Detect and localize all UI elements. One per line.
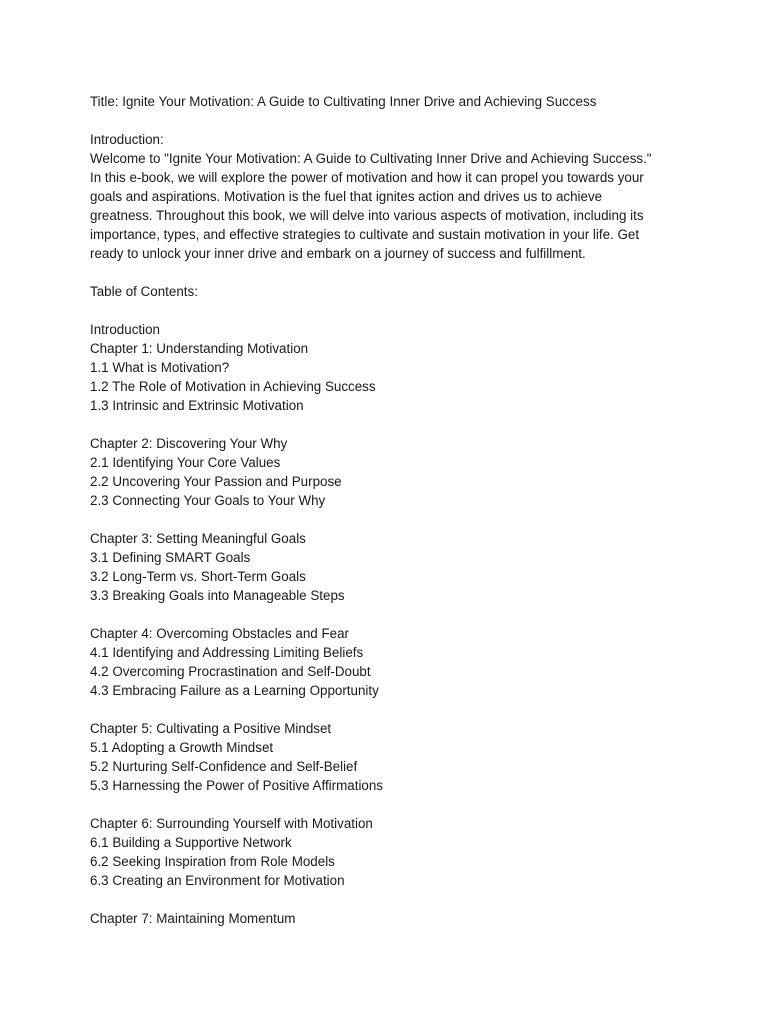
chapter-title: Chapter 6: Surrounding Yourself with Motivation	[90, 816, 373, 831]
section-item: 2.2 Uncovering Your Passion and Purpose	[90, 474, 342, 489]
spacer	[90, 510, 690, 529]
spacer	[90, 301, 690, 320]
section-item: 5.1 Adopting a Growth Mindset	[90, 740, 274, 755]
section-item: 6.3 Creating an Environment for Motivation	[90, 873, 345, 888]
intro-heading: Introduction:	[90, 132, 164, 147]
section-item: 1.3 Intrinsic and Extrinsic Motivation	[90, 398, 304, 413]
intro-line: greatness. Throughout this book, we will delve into various aspects of motivation, including its	[90, 208, 644, 223]
chapter-title: Chapter 5: Cultivating a Positive Mindset	[90, 721, 332, 736]
section-item: 6.1 Building a Supportive Network	[90, 835, 292, 850]
toc-heading: Table of Contents:	[90, 284, 198, 299]
spacer	[90, 795, 690, 814]
section-item: 5.3 Harnessing the Power of Positive Affirmations	[90, 778, 384, 793]
chapter-title: Chapter 3: Setting Meaningful Goals	[90, 531, 306, 546]
document-title: Title: Ignite Your Motivation: A Guide to Cultivating Inner Drive and Achieving Success	[90, 94, 597, 109]
spacer	[90, 111, 690, 130]
chapter-title: Chapter 1: Understanding Motivation	[90, 341, 309, 356]
intro-line: importance, types, and effective strategies to cultivate and sustain motivation in your life. Get	[90, 227, 640, 242]
spacer	[90, 890, 690, 909]
intro-line: goals and aspirations. Motivation is the fuel that ignites action and drives us to achieve	[90, 189, 603, 204]
spacer	[90, 700, 690, 719]
section-item: 1.2 The Role of Motivation in Achieving Success	[90, 379, 376, 394]
section-item: 4.3 Embracing Failure as a Learning Opportunity	[90, 683, 379, 698]
section-item: 2.3 Connecting Your Goals to Your Why	[90, 493, 326, 508]
intro-line: In this e-book, we will explore the power of motivation and how it can propel you towards your	[90, 170, 644, 185]
section-item: 4.2 Overcoming Procrastination and Self-Doubt	[90, 664, 371, 679]
section-item: 6.2 Seeking Inspiration from Role Models	[90, 854, 335, 869]
spacer	[90, 263, 690, 282]
intro-line: ready to unlock your inner drive and embark on a journey of success and fulfillment.	[90, 246, 586, 261]
toc-introduction: Introduction	[90, 322, 160, 337]
intro-line: Welcome to "Ignite Your Motivation: A Guide to Cultivating Inner Drive and Achieving Success."	[90, 151, 652, 166]
spacer	[90, 415, 690, 434]
section-item: 3.1 Defining SMART Goals	[90, 550, 251, 565]
section-item: 2.1 Identifying Your Core Values	[90, 455, 281, 470]
section-item: 3.3 Breaking Goals into Manageable Steps	[90, 588, 345, 603]
document-page	[90, 92, 690, 928]
spacer	[90, 605, 690, 624]
chapter-title: Chapter 2: Discovering Your Why	[90, 436, 288, 451]
chapter-title: Chapter 7: Maintaining Momentum	[90, 911, 296, 926]
section-item: 3.2 Long-Term vs. Short-Term Goals	[90, 569, 306, 584]
section-item: 4.1 Identifying and Addressing Limiting Beliefs	[90, 645, 364, 660]
chapter-title: Chapter 4: Overcoming Obstacles and Fear	[90, 626, 350, 641]
section-item: 1.1 What is Motivation?	[90, 360, 230, 375]
section-item: 5.2 Nurturing Self-Confidence and Self-Belief	[90, 759, 358, 774]
